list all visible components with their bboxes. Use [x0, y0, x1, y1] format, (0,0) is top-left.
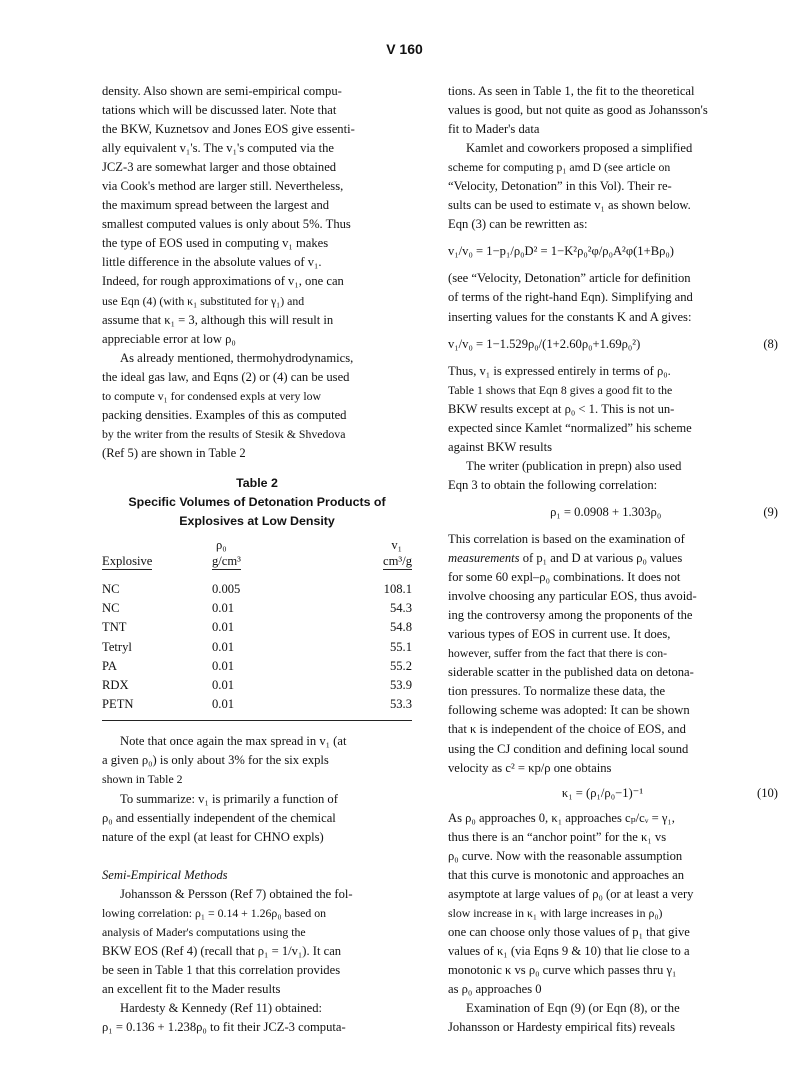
- column-header-explosive: Explosive: [102, 553, 153, 568]
- table-row: Tetryl 0.01 55.1: [102, 639, 412, 654]
- paragraph: density. Also shown are semi-empirical compu- tations which will be discussed later. Note that the BKW, Kuznetsov and Jones EOS give essenti- ally equivalent v₁'s. The v₁'s computed via the JCZ-3 are somewhat larger and those obtained via Cook's method are larger still. Nevertheless, the maximum spread between the largest and smallest computed values is only about 5%. Thus the type of EOS used in computing v₁ makes little difference in the absolute values of v₁. Indeed, for rough approximations of v₁, one can use Eqn (4) (with κ₁ substituted for γ₁) and assume that κ₁ = 3, although this will result in appreciable error at low ρ₀: [102, 84, 355, 346]
- right-column: [448, 82, 778, 1037]
- paragraph: tions. As seen in Table 1, the fit to the theoretical values is good, but not quite as good as Johansson's fit to Mader's data: [448, 84, 708, 137]
- paragraph: Hardesty & Kennedy (Ref 11) obtained: ρ₁ = 0.136 + 1.238ρ₀ to fit their JCZ-3 computa-: [102, 1000, 346, 1035]
- table-row: NC 0.005 108.1: [102, 581, 412, 596]
- section-heading: Semi-Empirical Methods: [102, 867, 228, 882]
- paragraph: Thus, v₁ is expressed entirely in terms of ρ₀. Table 1 shows that Eqn 8 gives a good fit to the BKW results except at ρ₀ < 1. This is not un- expected since Kamlet “normalized” his scheme against BKW results: [448, 363, 692, 454]
- equation-9: ρ₁ = 0.0908 + 1.303ρ₀ (9): [550, 504, 778, 519]
- paragraph: As already mentioned, thermohydrodynamics, the ideal gas law, and Eqns (2) or (4) can be used to compute v₁ for condensed expls at very low packing densities. Examples of this as computed by the writer from the results of Stesik & Shvedova (Ref 5) are shown in Table 2: [102, 350, 354, 460]
- table-row: RDX 0.01 53.9: [102, 677, 412, 692]
- paragraph: Kamlet and coworkers proposed a simplified scheme for computing p₁ amd D (see article on “Velocity, Detonation” in this Vol). Their re- sults can be used to estimate v₁ as shown below. Eqn (3) can be rewritten as:: [448, 141, 693, 232]
- equation-8: v₁/v₀ = 1−1.529ρ₀/(1+2.60ρ₀+1.69ρ₀²) (8): [448, 336, 778, 351]
- table-row: TNT 0.01 54.8: [102, 620, 412, 635]
- data-table: [102, 537, 412, 721]
- page-header: V 160: [386, 41, 423, 57]
- table-row: PA 0.01 55.2: [102, 658, 412, 673]
- paragraph: As ρ₀ approaches 0, κ₁ approaches cₚ/cᵥ = γ₁, thus there is an “anchor point” for the κ₁ vs ρ₀ curve. Now with the reasonable assumption that this curve is monotonic and approaches an asymptote at large values of ρ₀ (or at least a very slow increase in κ₁ with large increases in ρ₀) one can choose only those values of p₁ that give values of κ₁ (via Eqns 9 & 10) that lie close to a monotonic κ vs ρ₀ curve which passes thru γ₁ as ρ₀ approaches 0: [448, 810, 694, 997]
- column-header-rho0: ρ₀ g/cm³: [212, 537, 241, 568]
- paragraph: This correlation is based on the examination of measurements of p₁ and D at various ρ₀ values for some 60 expl–ρ₀ combinations. It does not involve choosing any particular EOS, thus avoid- ing the controversy among the proponents of the various types of EOS in current use. It does, however, suffer from the fact that there is con- siderable scatter in the published data on detona- tion pressures. To normalize these data, the following scheme was adopted: It can be shown that κ is independent of the choice of EOS, and using the CJ condition and defining local sound velocity as c² = κp/ρ one obtains: [448, 531, 697, 775]
- paragraph: The writer (publication in prepn) also used Eqn 3 to obtain the following correlation:: [448, 458, 682, 492]
- paragraph: Johansson & Persson (Ref 7) obtained the fol- lowing correlation: ρ₁ = 0.14 + 1.26ρ₀ based on analysis of Mader's computations using the BKW EOS (Ref 4) (recall that ρ₁ = 1/v₁). It can be seen in Table 1 that this correlation provides an excellent fit to the Mader results: [102, 886, 353, 996]
- paragraph: Note that once again the max spread in v₁ (at a given ρ₀) is only about 3% for the six expls shown in Table 2: [102, 734, 347, 787]
- table-row: PETN 0.01 53.3: [102, 697, 412, 712]
- paragraph: Examination of Eqn (9) (or Eqn (8), or the Johansson or Hardesty empirical fits) reveals: [448, 1001, 680, 1035]
- table-row: NC 0.01 54.3: [102, 601, 412, 616]
- column-header-v1: v₁ cm³/g: [383, 537, 412, 568]
- paragraph: (see “Velocity, Detonation” article for definition of terms of the right-hand Eqn). Simplifying and inserting values for the constants K and A gives:: [448, 271, 693, 324]
- equation: v₁/v₀ = 1−p₁/ρ₀D² = 1−K²ρ₀²φ/ρ₀A²φ(1+Bρ₀): [448, 244, 674, 259]
- left-column: [102, 82, 412, 1037]
- table-rule: [102, 714, 412, 721]
- paragraph: To summarize: v₁ is primarily a function of ρ₀ and essentially independent of the chemical nature of the expl (at least for CHNO expls): [102, 791, 338, 844]
- equation-10: κ₁ = (ρ₁/ρ₀−1)⁻¹ (10): [561, 785, 778, 800]
- table-title: Table 2 Specific Volumes of Detonation Products of Explosives at Low Density: [128, 475, 386, 528]
